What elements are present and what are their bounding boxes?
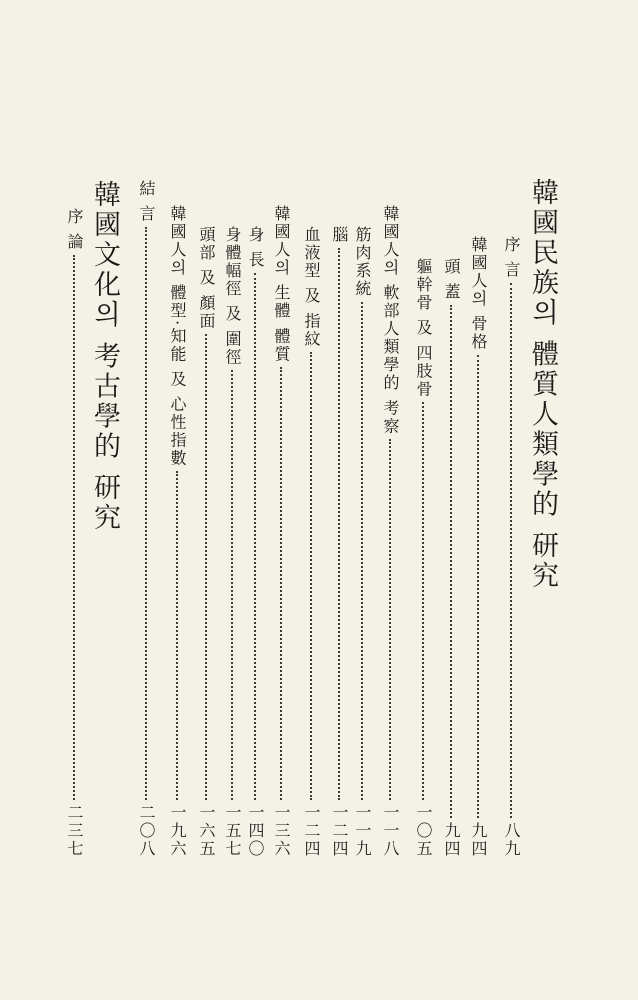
- section-title-physical-anthropology: [527, 0, 557, 1000]
- toc-entry[interactable]: [459, 0, 489, 1000]
- dot-leader: [450, 305, 452, 818]
- toc-entry-page: 八九: [502, 822, 521, 858]
- section-title-archaeology: [89, 0, 119, 1000]
- dot-leader: [338, 248, 340, 800]
- toc-entry-page: 一三六: [272, 804, 291, 858]
- toc-entry-page: 一〇五: [414, 804, 433, 858]
- toc-entry-label: 頭 蓋: [442, 258, 461, 302]
- toc-entry-page: 一四〇: [246, 804, 265, 858]
- toc-entry[interactable]: [371, 0, 401, 1000]
- toc-entry[interactable]: [158, 0, 188, 1000]
- dot-leader: [389, 439, 391, 800]
- toc-entry-page: 一二四: [330, 804, 349, 858]
- toc-entry-page: 二〇八: [137, 804, 156, 858]
- dot-leader: [477, 355, 479, 818]
- toc-entry-page: 二三七: [65, 804, 84, 858]
- toc-entry[interactable]: [187, 0, 217, 1000]
- dot-leader: [176, 471, 178, 800]
- dot-leader: [422, 402, 424, 800]
- toc-entry[interactable]: [292, 0, 322, 1000]
- dot-leader: [231, 370, 233, 800]
- toc-entry-label: 軀幹骨 及 四肢骨: [414, 258, 433, 399]
- toc-entry-label: 結 言: [137, 180, 156, 224]
- toc-entry-page: 一一九: [353, 804, 372, 858]
- toc-entry-label: 身體幅徑 及 圍徑: [223, 226, 242, 367]
- toc-entry-label: 身 長: [246, 226, 265, 270]
- dot-leader: [254, 273, 256, 800]
- toc-entry[interactable]: [404, 0, 434, 1000]
- toc-entry-page: 一二四: [302, 804, 321, 858]
- toc-entry-label: 序 言: [502, 236, 521, 280]
- toc-entry[interactable]: [492, 0, 522, 1000]
- dot-leader: [73, 255, 75, 800]
- section-title-text: 韓國文化의 考古學的 研究: [89, 180, 120, 534]
- toc-entry-label: 韓國人의 生體 體質: [272, 205, 291, 364]
- toc-entry-label: 頭部 及 顏面: [197, 226, 216, 331]
- toc-entry-page: 一六五: [197, 804, 216, 858]
- toc-entry-label: 筋肉系統: [353, 226, 372, 298]
- toc-entry[interactable]: [432, 0, 462, 1000]
- dot-leader: [510, 283, 512, 818]
- dot-leader: [145, 227, 147, 800]
- toc-entry-label: 序 論: [65, 208, 84, 252]
- toc-entry[interactable]: [320, 0, 350, 1000]
- toc-entry-label: 韓國人의 體型·知能 及 心性指數: [168, 205, 187, 468]
- toc-entry-label: 腦: [330, 226, 349, 244]
- toc-entry-page: 一一八: [381, 804, 400, 858]
- section-title-text: 韓國民族의 體質人類學的 研究: [527, 178, 558, 592]
- toc-entry-label: 韓國人의 骨格: [469, 236, 488, 352]
- toc-entry-label: 韓國人의 軟部人類學的 考察: [381, 205, 400, 436]
- dot-leader: [361, 302, 363, 800]
- dot-leader: [280, 367, 282, 800]
- toc-entry[interactable]: [262, 0, 292, 1000]
- toc-entry-page: 一五七: [223, 804, 242, 858]
- toc-entry[interactable]: [213, 0, 243, 1000]
- toc-entry[interactable]: [55, 0, 85, 1000]
- toc-entry[interactable]: [127, 0, 157, 1000]
- dot-leader: [205, 334, 207, 800]
- toc-entry-page: 九四: [442, 822, 461, 858]
- dot-leader: [310, 352, 312, 800]
- toc-entry-label: 血液型 及 指紋: [302, 226, 321, 349]
- toc-entry-page: 一九六: [168, 804, 187, 858]
- toc-entry-page: 九四: [469, 822, 488, 858]
